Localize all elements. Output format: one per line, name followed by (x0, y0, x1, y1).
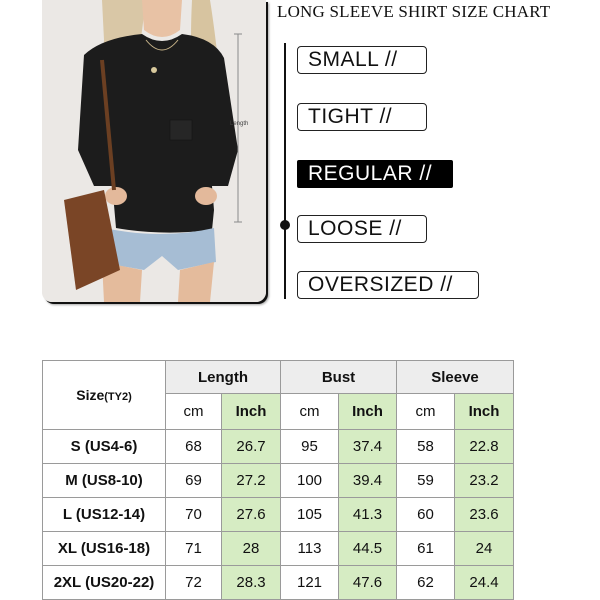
table-cell: 27.2 (222, 464, 281, 498)
table-cell: 60 (397, 498, 455, 532)
table-cell: 23.2 (455, 464, 514, 498)
fit-scale-line (284, 43, 286, 299)
size-header-text: Size (76, 387, 105, 403)
table-cell: 105 (281, 498, 339, 532)
unit-header: cm (281, 394, 339, 430)
group-header-sleeve: Sleeve (397, 361, 514, 394)
model-illustration (42, 0, 266, 302)
unit-header: Inch (222, 394, 281, 430)
size-table (42, 360, 514, 600)
size-label: XL (US16-18) (43, 532, 166, 566)
size-header-suffix: (TY2) (104, 391, 132, 403)
size-label: L (US12-14) (43, 498, 166, 532)
table-cell: 39.4 (339, 464, 397, 498)
table-cell: 121 (281, 566, 339, 600)
fit-option-tight: TIGHT // (297, 103, 427, 131)
fit-option-small: SMALL // (297, 46, 427, 74)
length-measure-label: Length (230, 121, 249, 127)
table-row (43, 566, 514, 600)
table-cell: 28.3 (222, 566, 281, 600)
size-column-header (43, 361, 166, 430)
table-cell: 100 (281, 464, 339, 498)
table-cell: 113 (281, 532, 339, 566)
unit-header: cm (166, 394, 222, 430)
table-row (43, 430, 514, 464)
table-cell: 37.4 (339, 430, 397, 464)
size-label: S (US4-6) (43, 430, 166, 464)
table-cell: 26.7 (222, 430, 281, 464)
table-row (43, 464, 514, 498)
table-cell: 41.3 (339, 498, 397, 532)
group-header-length: Length (166, 361, 281, 394)
table-cell: 68 (166, 430, 222, 464)
table-cell: 28 (222, 532, 281, 566)
table-cell: 44.5 (339, 532, 397, 566)
table-cell: 22.8 (455, 430, 514, 464)
size-label: 2XL (US20-22) (43, 566, 166, 600)
table-cell: 70 (166, 498, 222, 532)
table-cell: 24 (455, 532, 514, 566)
table-row (43, 498, 514, 532)
table-cell: 47.6 (339, 566, 397, 600)
fit-scale-dot (280, 220, 290, 230)
fit-option-regular: REGULAR // (297, 160, 453, 188)
page-title: LONG SLEEVE SHIRT SIZE CHART (277, 2, 551, 21)
table-cell: 71 (166, 532, 222, 566)
table-cell: 69 (166, 464, 222, 498)
table-cell: 95 (281, 430, 339, 464)
group-header-bust: Bust (281, 361, 397, 394)
unit-header: Inch (339, 394, 397, 430)
table-cell: 24.4 (455, 566, 514, 600)
size-label: M (US8-10) (43, 464, 166, 498)
unit-header: Inch (455, 394, 514, 430)
fit-option-loose: LOOSE // (297, 215, 427, 243)
table-cell: 23.6 (455, 498, 514, 532)
table-cell: 59 (397, 464, 455, 498)
table-cell: 58 (397, 430, 455, 464)
table-cell: 27.6 (222, 498, 281, 532)
table-cell: 61 (397, 532, 455, 566)
fit-option-oversized: OVERSIZED // (297, 271, 479, 299)
table-cell: 62 (397, 566, 455, 600)
table-cell: 72 (166, 566, 222, 600)
product-photo (42, 0, 266, 302)
table-row (43, 532, 514, 566)
unit-header: cm (397, 394, 455, 430)
